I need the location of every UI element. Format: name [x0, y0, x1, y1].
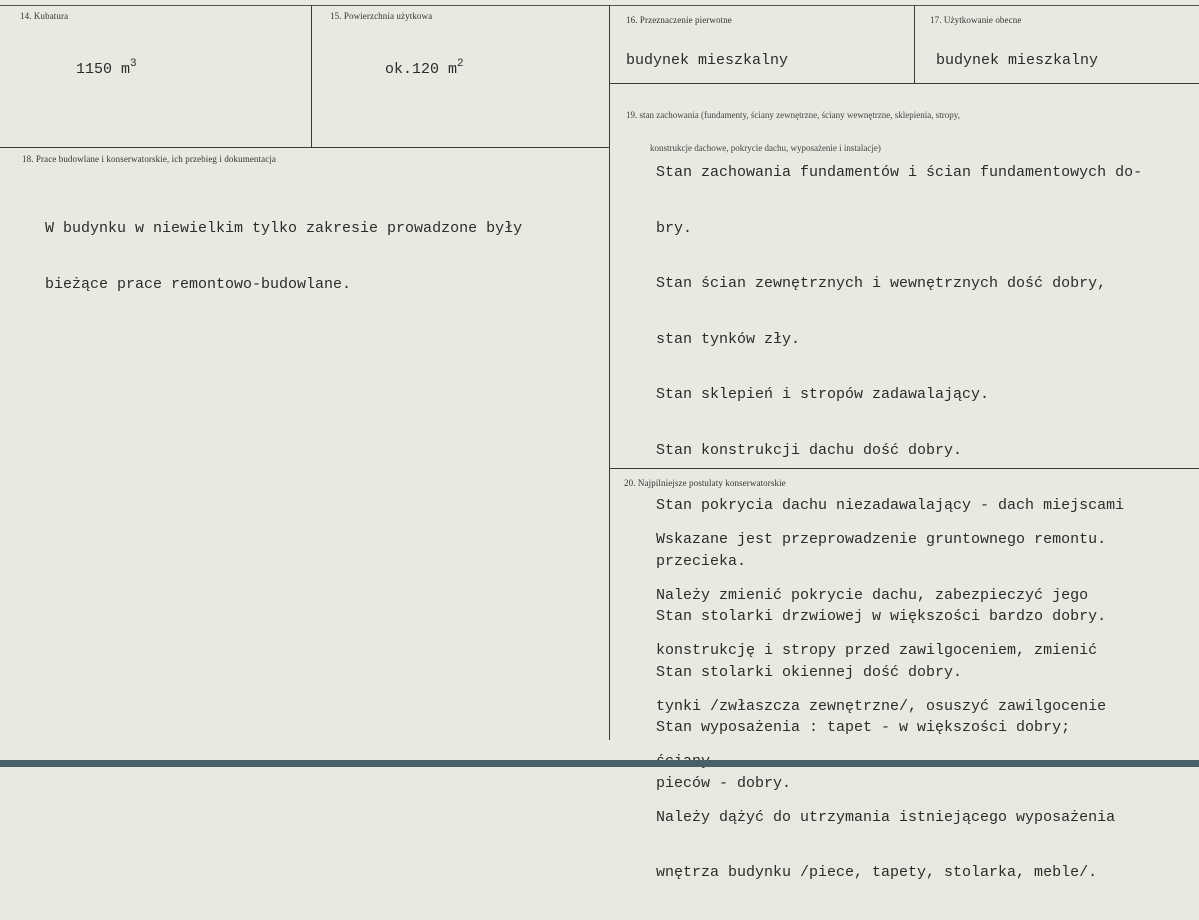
- divider-left-right: [609, 5, 610, 740]
- postulaty-line: wnętrza budynku /piece, tapety, stolarka, meble/.: [656, 864, 1098, 881]
- stan-line: stan tynków zły.: [656, 330, 801, 348]
- kubatura-number: 1150 m: [76, 61, 131, 78]
- uzytkowanie-value: budynek mieszkalny: [936, 52, 1099, 69]
- powierzchnia-value: [385, 58, 464, 80]
- przeznaczenie-value: budynek mieszkalny: [626, 52, 789, 69]
- scan-bottom-edge: [0, 760, 1199, 767]
- stan-label-line: konstrukcje dachowe, pokrycie dachu, wyposażenie i instalacje): [650, 143, 881, 153]
- powierzchnia-exponent: 2: [457, 58, 464, 70]
- hline-row1-right: [610, 83, 1199, 84]
- powierzchnia-label: 15. Powierzchnia użytkowa: [330, 11, 433, 21]
- stan-line: Stan zachowania fundamentów i ścian fundamentowych do-: [656, 164, 1143, 181]
- top-border: [0, 5, 1199, 6]
- kubatura-label: 14. Kubatura: [20, 11, 69, 21]
- divider-14-15: [311, 5, 312, 147]
- postulaty-label: 20. Najpilniejsze postulaty konserwatorskie: [624, 478, 786, 488]
- postulaty-line: Wskazane jest przeprowadzenie gruntownego remontu.: [656, 531, 1107, 548]
- stan-line: Stan stolarki drzwiowej w większości bardzo dobry.: [656, 608, 1107, 625]
- prace-text: [45, 183, 522, 331]
- stan-line: Stan ścian zewnętrznych i wewnętrznych dość dobry,: [656, 275, 1107, 292]
- stan-line: bry.: [656, 219, 693, 237]
- postulaty-text: [656, 494, 1115, 920]
- stan-line: Stan sklepień i stropów zadawalający.: [656, 386, 990, 403]
- postulaty-line: tynki /zwłaszcza zewnętrzne/, osuszyć zawilgocenie: [656, 697, 1107, 715]
- postulaty-line: Należy zmienić pokrycie dachu, zabezpieczyć jego: [656, 586, 1089, 604]
- stan-line: przecieka.: [656, 552, 747, 570]
- prace-line: bieżące prace remontowo-budowlane.: [45, 275, 352, 293]
- stan-line: pieców - dobry.: [656, 774, 792, 792]
- stan-line: Stan stolarki okiennej dość dobry.: [656, 663, 963, 681]
- kubatura-exponent: 3: [130, 58, 137, 70]
- divider-16-17: [914, 5, 915, 83]
- uzytkowanie-label: 17. Użytkowanie obecne: [930, 15, 1022, 25]
- stan-line: Stan pokrycia dachu niezadawalający - dach miejscami: [656, 497, 1125, 514]
- hline-row1-left: [0, 147, 610, 148]
- kubatura-value: [76, 58, 137, 80]
- postulaty-line: konstrukcję i stropy przed zawilgoceniem, zmienić: [656, 642, 1098, 659]
- prace-line: W budynku w niewielkim tylko zakresie prowadzone były: [45, 220, 523, 237]
- stan-line: Stan konstrukcji dachu dość dobry.: [656, 441, 963, 459]
- prace-label: 18. Prace budowlane i konserwatorskie, ich przebieg i dokumentacja: [22, 154, 277, 164]
- powierzchnia-number: ok.120 m: [385, 61, 458, 78]
- przeznaczenie-label: 16. Przeznaczenie pierwotne: [626, 15, 732, 25]
- postulaty-line: Należy dążyć do utrzymania istniejącego wyposażenia: [656, 808, 1116, 826]
- stan-line: Stan wyposażenia : tapet - w większości dobry;: [656, 719, 1071, 736]
- stan-label-line: 19. stan zachowania (fundamenty, ściany zewnętrzne, ściany wewnętrzne, sklepienia, stropy,: [626, 110, 960, 120]
